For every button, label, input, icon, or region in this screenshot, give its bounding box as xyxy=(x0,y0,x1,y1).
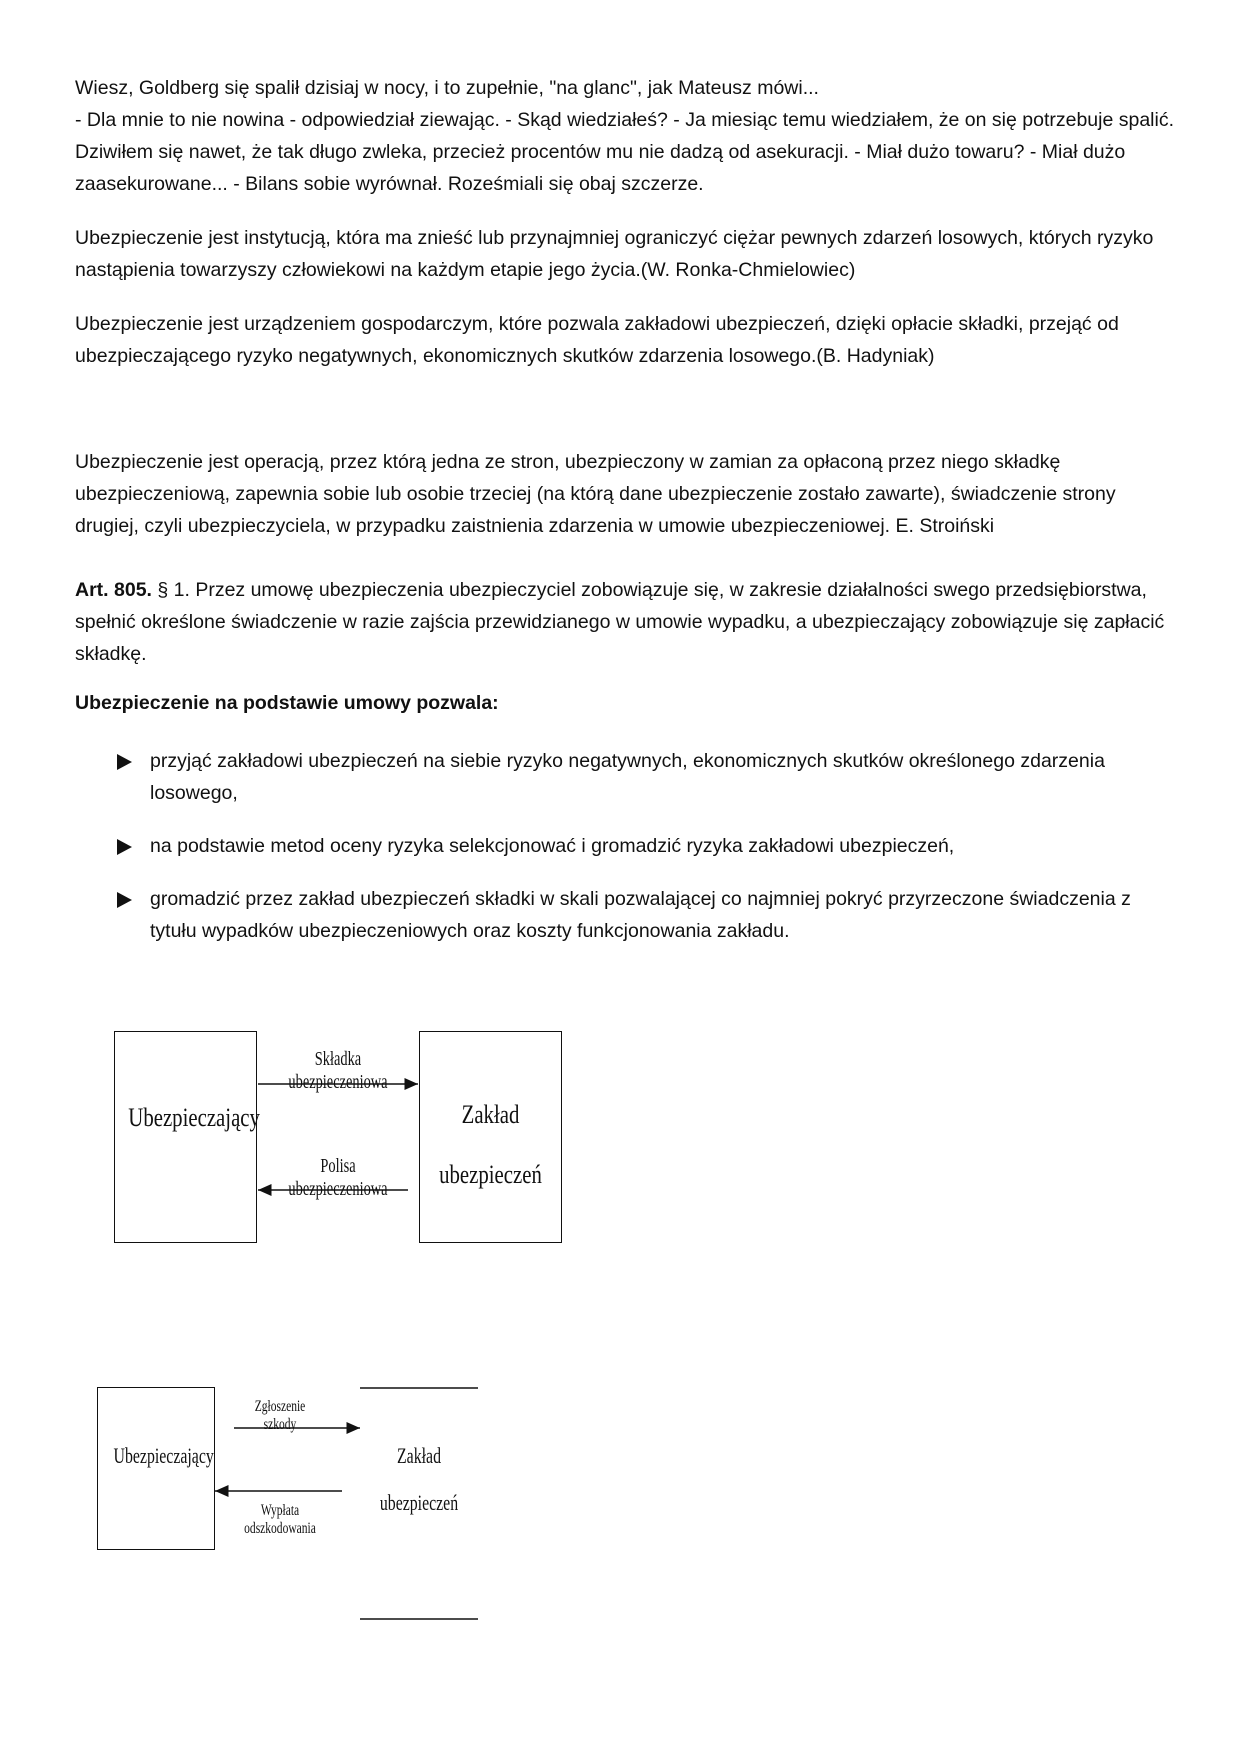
list-item xyxy=(75,745,1175,809)
section-heading: Ubezpieczenie na podstawie umowy pozwala: xyxy=(75,692,499,714)
diagram2-claim-arrow-label: Zgłoszenie szkody xyxy=(254,1398,306,1433)
list-item-text: gromadzić przez zakład ubezpieczeń składki w skali pozwalającej co najmniej pokryć przyrzeczone świadczenia z tytułu wypadków ubezpieczeniowych oraz koszty funkcjonowania zakładu. xyxy=(150,888,1131,942)
list-item-text: przyjąć zakładowi ubezpieczeń na siebie ryzyko negatywnych, ekonomicznych skutków określonego zdarzenia losowego, xyxy=(150,750,1105,804)
diagram1-insurer-label-line2: ubezpieczeń xyxy=(439,1160,542,1189)
diagram2-insurer-label-line2: ubezpieczeń xyxy=(379,1490,459,1515)
paragraph-definition-hadyniak: Ubezpieczenie jest urządzeniem gospodarczym, które pozwala zakładowi ubezpieczeń, dzięki opłacie składki, przejąć od ubezpieczającego ryzyko negatywnych, ekonomicznych skutków zdarzenia losowego.(B. Hadyniak) xyxy=(75,313,1119,367)
paragraph-quote: Wiesz, Goldberg się spalił dzisiaj w nocy, i to zupełnie, "na glanc", jak Mateusz mówi... - Dla mnie to nie nowina - odpowiedział ziewając. - Skąd wiedziałeś? - Ja miesiąc temu wiedziałem, że on się potrzebuje spalić. Dziwiłem się nawet, że tak długo zwleka, przecież procentów mu nie dadzą od asekuracji. - Miał dużo towaru? - Miał dużo zaasekurowane... - Bilans sobie wyrównał. Roześmiali się obaj szczerze. xyxy=(75,77,1175,195)
paragraph-definition-ronka: Ubezpieczenie jest instytucją, która ma znieść lub przynajmniej ograniczyć ciężar pewnych zdarzeń losowych, których ryzyko nastąpienia towarzyszy człowiekowi na każdym etapie jego życia.(W. Ronka-Chmielowiec) xyxy=(75,227,1154,281)
triangle-bullet-icon xyxy=(117,754,132,770)
triangle-bullet-icon xyxy=(117,892,132,908)
triangle-bullet-icon xyxy=(117,839,132,855)
article-text: § 1. Przez umowę ubezpieczenia ubezpieczyciel zobowiązuje się, w zakresie działalności swego przedsiębiorstwa, spełnić określone świadczenie w razie zajścia przewidzianego w umowie wypadku, a ubezpieczający zobowiązuje się zapłacić składkę. xyxy=(75,579,1165,665)
diagram2-payout-arrow-label: Wypłata odszkodowania xyxy=(244,1502,316,1537)
diagram1-insurer-box xyxy=(419,1031,562,1243)
diagram1-premium-arrow-label: Składka ubezpieczeniowa xyxy=(288,1048,388,1093)
list-item xyxy=(75,830,1175,862)
list-item xyxy=(75,883,1175,947)
list-item-text: na podstawie metod oceny ryzyka selekcjonować i gromadzić ryzyka zakładowi ubezpieczeń, xyxy=(150,835,955,857)
diagram1-insured-box xyxy=(114,1031,260,1243)
diagram2-insurer-label-line1: Zakład xyxy=(397,1443,441,1468)
diagram2-insured-label: Ubezpieczający xyxy=(113,1443,214,1468)
diagram1-insured-label: Ubezpieczający xyxy=(128,1103,260,1132)
bullet-list xyxy=(75,745,1175,968)
paragraph-definition-stroinski: Ubezpieczenie jest operacją, przez którą jedna ze stron, ubezpieczony w zamian za opłaconą przez niego składkę ubezpieczeniową, zapewnia sobie lub osobie trzeciej (na którą dane ubezpieczenie zostało zawarte), świadczenie strony drugiej, czyli ubezpieczyciela, w przypadku zaistnienia zdarzenia w umowie ubezpieczeniowej. E. Stroiński xyxy=(75,451,1116,537)
diagram1-insurer-label-line1: Zakład xyxy=(461,1100,520,1129)
paragraph-art-805 xyxy=(75,574,1175,670)
diagram1-policy-arrow-label: Polisa ubezpieczeniowa xyxy=(288,1155,388,1200)
article-number: Art. 805. xyxy=(75,579,152,601)
